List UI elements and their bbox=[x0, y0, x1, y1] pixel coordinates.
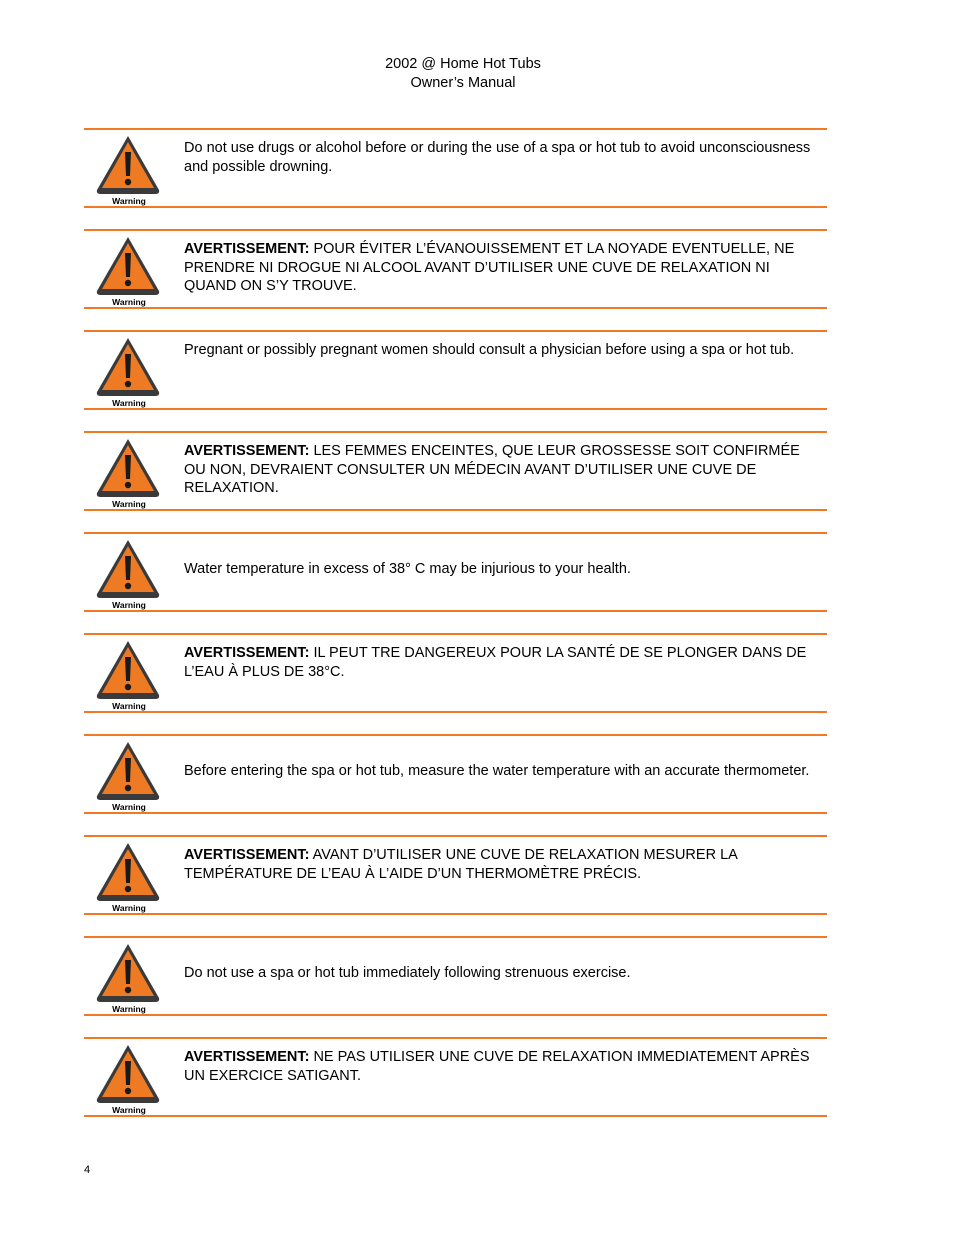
warning-body: Do not use drugs or alcohol before or during the use of a spa or hot tub to avoid unconsciousness and possible drowning. bbox=[184, 140, 811, 175]
warning-body: Do not use a spa or hot tub immediately following strenuous exercise. bbox=[184, 965, 631, 981]
warning-body: NE PAS UTILISER UNE CUVE DE RELAXATION IMMEDIATEMENT APRÈS UN EXERCICE SATIGANT. bbox=[184, 1049, 810, 1084]
warning-block bbox=[84, 633, 827, 713]
warning-icon-label: Warning bbox=[112, 196, 146, 206]
warning-label: AVERTISSEMENT: bbox=[184, 645, 310, 661]
warning-body: Water temperature in excess of 38° C may be injurious to your health. bbox=[184, 561, 631, 577]
warning-icon-label: Warning bbox=[112, 903, 146, 913]
warning-block bbox=[84, 128, 827, 208]
page-number: 4 bbox=[84, 1164, 91, 1176]
page-header bbox=[0, 55, 926, 93]
warning-block bbox=[84, 330, 827, 410]
warning-icon-label: Warning bbox=[112, 1105, 146, 1115]
warning-icon bbox=[92, 233, 166, 305]
warning-icon bbox=[92, 839, 166, 911]
warning-block bbox=[84, 734, 827, 814]
warning-block bbox=[84, 936, 827, 1016]
warning-label: AVERTISSEMENT: bbox=[184, 1049, 310, 1065]
warning-text bbox=[184, 846, 819, 883]
header-subtitle: Owner’s Manual bbox=[410, 75, 516, 91]
warning-icon bbox=[92, 637, 166, 709]
warning-text bbox=[184, 240, 819, 296]
warning-body: Pregnant or possibly pregnant women should consult a physician before using a spa or hot tub. bbox=[184, 342, 795, 358]
warning-icon-label: Warning bbox=[112, 297, 146, 307]
warning-block bbox=[84, 1037, 827, 1117]
warning-block bbox=[84, 229, 827, 309]
warning-block bbox=[84, 835, 827, 915]
warning-icon bbox=[92, 536, 166, 608]
warning-text bbox=[184, 762, 819, 781]
warning-block bbox=[84, 532, 827, 612]
warning-text bbox=[184, 341, 819, 360]
warning-body: Before entering the spa or hot tub, measure the water temperature with an accurate thermometer. bbox=[184, 763, 810, 779]
warning-text bbox=[184, 964, 819, 983]
warning-icon bbox=[92, 738, 166, 810]
warning-icon-label: Warning bbox=[112, 1004, 146, 1014]
warning-icon-label: Warning bbox=[112, 600, 146, 610]
warning-text bbox=[184, 1048, 819, 1085]
warning-text bbox=[184, 644, 819, 681]
warning-icon bbox=[92, 435, 166, 507]
warning-label: AVERTISSEMENT: bbox=[184, 443, 310, 459]
warning-icon-label: Warning bbox=[112, 802, 146, 812]
warning-icon bbox=[92, 940, 166, 1012]
warning-icon-label: Warning bbox=[112, 499, 146, 509]
warning-icon bbox=[92, 1041, 166, 1113]
warning-icon-label: Warning bbox=[112, 398, 146, 408]
warnings-list bbox=[84, 128, 827, 1138]
warning-text bbox=[184, 560, 819, 579]
warning-label: AVERTISSEMENT: bbox=[184, 241, 310, 257]
warning-label: AVERTISSEMENT: bbox=[184, 847, 310, 863]
warning-body: LES FEMMES ENCEINTES, QUE LEUR GROSSESSE SOIT CONFIRMÉE OU NON, DEVRAIENT CONSULTER UN MÉDECIN AVANT D’UTILISER UNE CUVE DE RELAXATION. bbox=[184, 443, 800, 496]
warning-text bbox=[184, 139, 819, 176]
warning-body: AVANT D’UTILISER UNE CUVE DE RELAXATION MESURER LA TEMPÉRATURE DE L’EAU À L’AIDE D’UN THERMOMÈTRE PRÉCIS. bbox=[184, 847, 738, 882]
header-title: 2002 @ Home Hot Tubs bbox=[385, 56, 541, 72]
warning-icon bbox=[92, 334, 166, 406]
warning-body: POUR ÉVITER L’ÉVANOUISSEMENT ET LA NOYADE EVENTUELLE, NE PRENDRE NI DROGUE NI ALCOOL AVANT D’UTILISER UNE CUVE DE RELAXATION NI QUAND ON S’Y TROUVE. bbox=[184, 241, 795, 294]
warning-icon-label: Warning bbox=[112, 701, 146, 711]
warning-text bbox=[184, 442, 819, 498]
warning-icon bbox=[92, 132, 166, 204]
warning-body: IL PEUT TRE DANGEREUX POUR LA SANTÉ DE SE PLONGER DANS DE L’EAU À PLUS DE 38°C. bbox=[184, 645, 807, 680]
warning-block bbox=[84, 431, 827, 511]
